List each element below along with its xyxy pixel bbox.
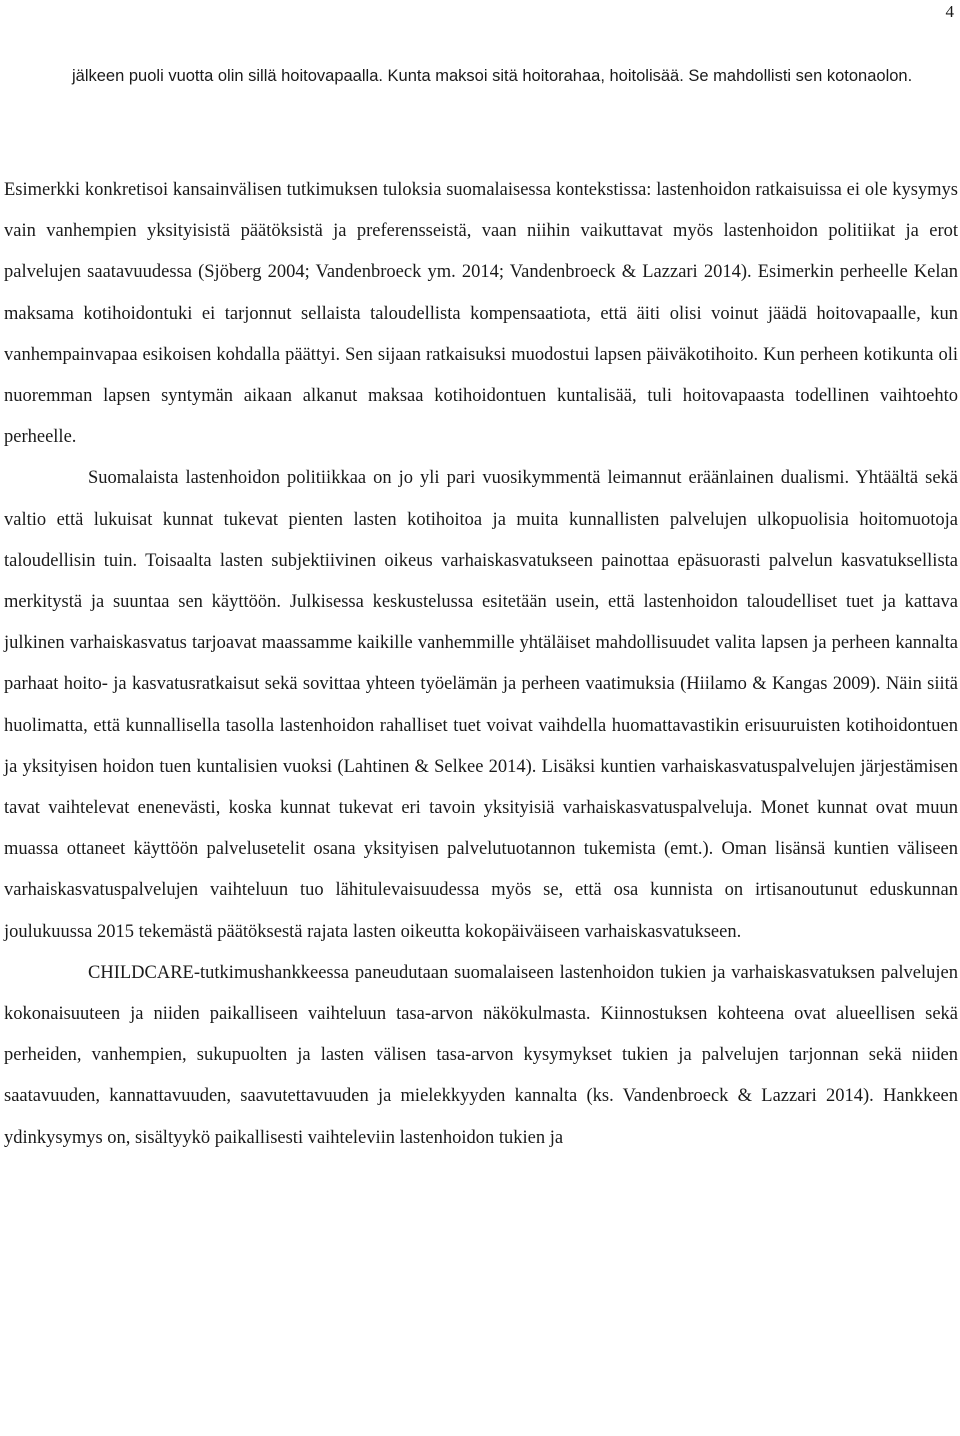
interview-quote: jälkeen puoli vuotta olin sillä hoitovapaalla. Kunta maksoi sitä hoitorahaa, hoitolisää. Se mahdollisti sen kotonaolon. xyxy=(72,67,913,85)
body-text xyxy=(4,170,958,1159)
paragraph-2: Suomalaista lastenhoidon politiikkaa on jo yli pari vuosikymmentä leimannut eräänlainen dualismi. Yhtäältä sekä valtio että lukuisat kunnat tukevat pienten lasten kotihoitoa ja muita kunnallisten palvelujen ulkopuolisia hoitomuotoja taloudellisin tuin. Toisaalta lasten subjektiivinen oikeus varhaiskasvatukseen painottaa epäsuorasti palvelun kasvatuksellista merkitystä ja suuntaa sen käyttöön. Julkisessa keskustelussa esitetään usein, että lastenhoidon taloudelliset tuet ja kattava julkinen varhaiskasvatus tarjoavat maassamme kaikille vanhemmille yhtäläiset mahdollisuudet valita lapsen ja perheen kannalta parhaat hoito- ja kasvatusratkaisut sekä sovittaa yhteen työelämän ja perheen vaatimuksia (Hiilamo & Kangas 2009). Näin siitä huolimatta, että kunnallisella tasolla lastenhoidon rahalliset tuet voivat vaihdella huomattavastikin erisuuruisten kotihoidontuen ja yksityisen hoidon tuen kuntalisien vuoksi (Lahtinen & Selkee 2014). Lisäksi kuntien varhaiskasvatuspalvelujen järjestämisen tavat vaihtelevat enenevästi, koska kunnat tukevat eri tavoin yksityisiä varhaiskasvatuspalveluja. Monet kunnat ovat muun muassa ottaneet käyttöön palvelusetelit osana yksityisen palvelutuotannon tukemista (emt.). Oman lisänsä kuntien väliseen varhaiskasvatuspalvelujen vaihteluun tuo lähitulevaisuudessa myös se, että osa kunnista on irtisanoutunut eduskunnan joulukuussa 2015 tekemästä päätöksestä rajata lasten oikeutta kokopäiväiseen varhaiskasvatukseen. xyxy=(4,468,958,942)
page-number: 4 xyxy=(945,2,954,21)
paragraph-3: CHILDCARE-tutkimushankkeessa paneudutaan suomalaiseen lastenhoidon tukien ja varhaiskasvatuksen palvelujen kokonaisuuteen ja niiden paikalliseen vaihteluun tasa-arvon näkökulmasta. Kiinnostuksen kohteena ovat alueellisen sekä perheiden, vanhempien, sukupuolten ja lasten välisen tasa-arvon kysymykset tukien ja palvelujen tarjonnan sekä niiden saatavuuden, kannattavuuden, saavutettavuuden ja mielekkyyden kannalta (ks. Vandenbroeck & Lazzari 2014). Hankkeen ydinkysymys on, sisältyykö paikallisesti vaihteleviin lastenhoidon tukien ja xyxy=(4,962,958,1148)
paragraph-1: Esimerkki konkretisoi kansainvälisen tutkimuksen tuloksia suomalaisessa kontekstissa: lastenhoidon ratkaisuissa ei ole kysymys vain vanhempien yksityisistä päätöksistä ja preferensseistä, vaan niihin vaikuttavat myös lastenhoidon politiikat ja erot palvelujen saatavuudessa (Sjöberg 2004; Vandenbroeck ym. 2014; Vandenbroeck & Lazzari 2014). Esimerkin perheelle Kelan maksama kotihoidontuki ei tarjonnut sellaista taloudellista kompensaatiota, että äiti olisi voinut jäädä hoitovapaalle, kun vanhempainvapaa esikoisen kohdalla päättyi. Sen sijaan ratkaisuksi muodostui lapsen päiväkotihoito. Kun perheen kotikunta oli nuoremman lapsen syntymän aikaan alkanut maksaa kotihoidontuen kuntalisää, tuli hoitovapaasta todellinen vaihtoehto perheelle. xyxy=(4,180,958,448)
